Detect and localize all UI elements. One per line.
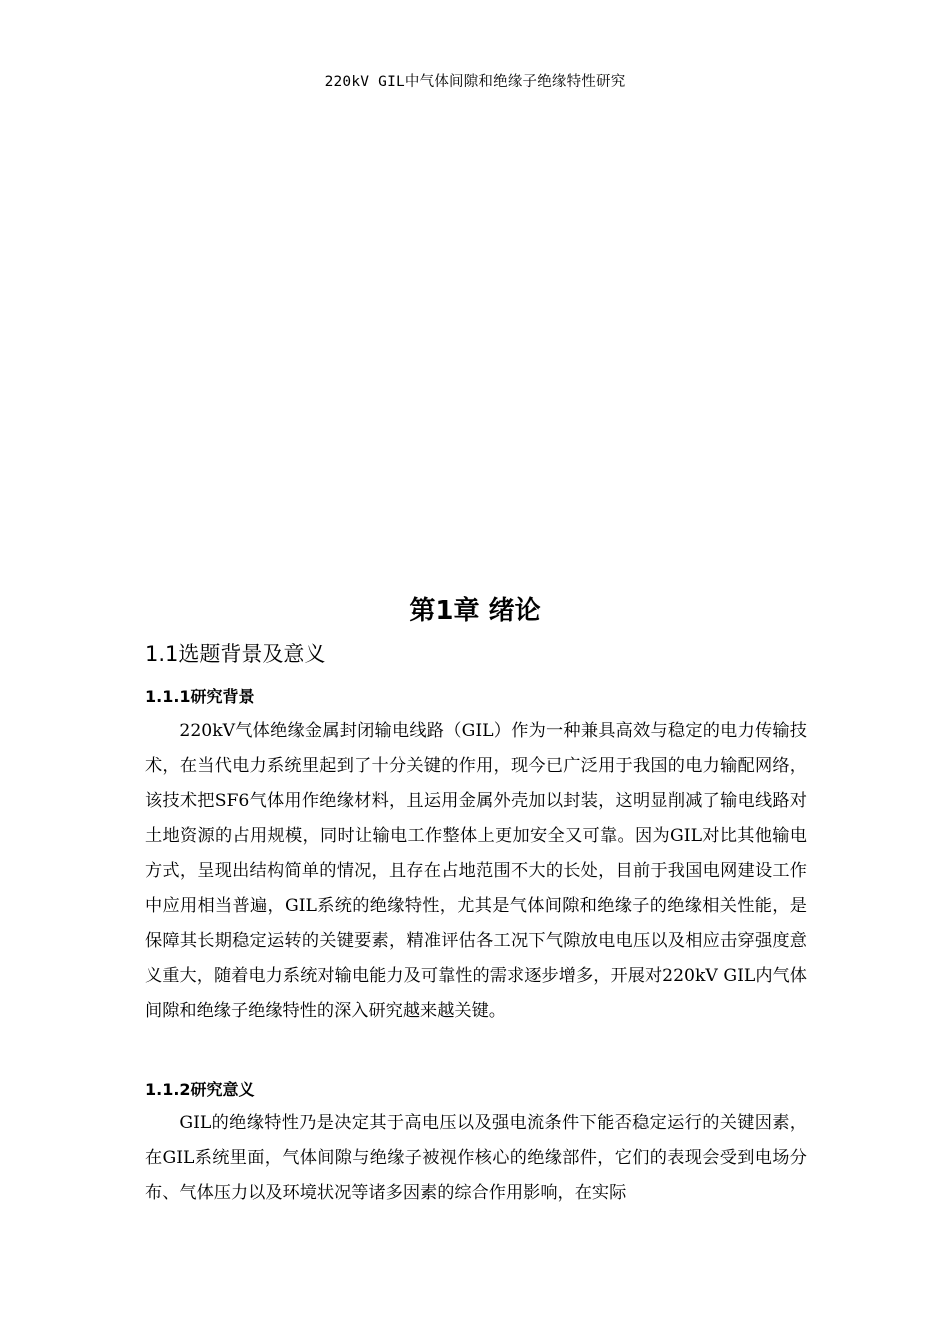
section-heading: 1.1选题背景及意义 [145, 642, 326, 666]
subsection-heading-background: 1.1.1研究背景 [145, 687, 255, 706]
subsection-heading-significance: 1.1.2研究意义 [145, 1080, 255, 1099]
running-header: 220kV GIL中气体间隙和绝缘子绝缘特性研究 [324, 74, 626, 90]
paragraph-significance: GIL的绝缘特性乃是决定其于高电压以及强电流条件下能否稳定运行的关键因素，在GIL系统里面，气体间隙与绝缘子被视作核心的绝缘部件，它们的表现会受到电场分布、气体压力以及环境状况等诸多因素的综合作用影响，在实际 [145, 1113, 807, 1203]
paragraph-background: 220kV气体绝缘金属封闭输电线路（GIL）作为一种兼具高效与稳定的电力传输技术，在当代电力系统里起到了十分关键的作用，现今已广泛用于我国的电力输配网络，该技术把SF6气体用作绝缘材料，且运用金属外壳加以封装，这明显削减了输电线路对土地资源的占用规模，同时让输电工作整体上更加安全又可靠。因为GIL对比其他输电方式，呈现出结构简单的情况，且存在占地范围不大的长处，目前于我国电网建设工作中应用相当普遍，GIL系统的绝缘特性，尤其是气体间隙和绝缘子的绝缘相关性能，是保障其长期稳定运转的关键要素，精准评估各工况下气隙放电电压以及相应击穿强度意义重大，随着电力系统对输电能力及可靠性的需求逐步增多，开展对220kV GIL内气体间隙和绝缘子绝缘特性的深入研究越来越关键。 [145, 721, 807, 1021]
chapter-title: 第1章 绪论 [409, 596, 541, 626]
